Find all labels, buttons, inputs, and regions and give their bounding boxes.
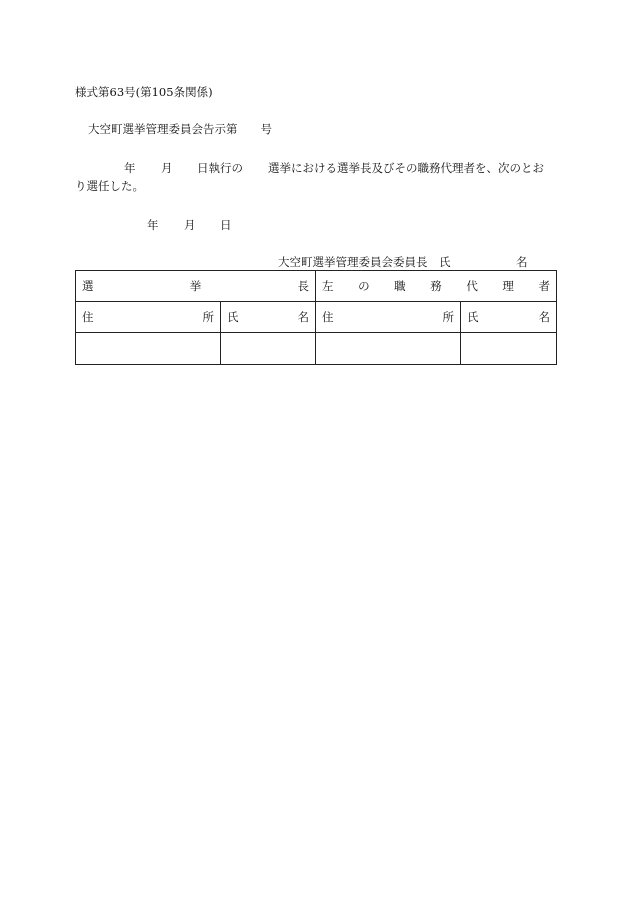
header-right-char: 代 (466, 279, 478, 293)
name-char: 名 (538, 310, 550, 324)
body-year: 年 (124, 161, 136, 175)
header-right-char: 務 (430, 279, 442, 293)
date-day: 日 (220, 218, 232, 232)
name-char: 氏 (227, 310, 239, 324)
body-line1-tail: 選挙における選挙長及びその職務代理者を、次のとお (268, 161, 544, 175)
header-deputy (316, 271, 557, 302)
body-month: 月 (161, 161, 173, 175)
table-header-row (76, 271, 557, 302)
subheader-name-chief (221, 302, 316, 333)
entry-name-deputy (461, 333, 557, 365)
entry-address-deputy (316, 333, 461, 365)
address-char: 住 (322, 310, 334, 324)
signature-title: 大空町選挙管理委員会委員長 氏 (278, 255, 451, 269)
header-right-char: 理 (502, 279, 514, 293)
header-left-char: 長 (297, 279, 309, 293)
subheader-address-chief (76, 302, 221, 333)
entry-address-chief (76, 333, 221, 365)
header-right-char: の (358, 279, 370, 293)
address-char: 住 (82, 310, 94, 324)
date-year: 年 (147, 218, 159, 232)
table-row (76, 333, 557, 365)
subheader-name-deputy (461, 302, 557, 333)
appointment-table (75, 270, 557, 365)
address-char: 所 (202, 310, 214, 324)
body-day-execution: 日執行の (197, 161, 243, 175)
body-line2: り選任した。 (75, 179, 144, 193)
header-right-char: 左 (322, 279, 334, 293)
header-right-char: 者 (538, 279, 550, 293)
name-char: 氏 (467, 310, 479, 324)
table-subheader-row (76, 302, 557, 333)
signature-name-label: 名 (516, 255, 528, 269)
notice-title: 大空町選挙管理委員会告示第 号 (88, 122, 272, 136)
header-right-char: 職 (394, 279, 406, 293)
header-left-char: 選 (82, 279, 94, 293)
header-left-char: 挙 (189, 279, 202, 293)
header-election-chief (76, 271, 316, 302)
subheader-address-deputy (316, 302, 461, 333)
entry-name-chief (221, 333, 316, 365)
date-month: 月 (184, 218, 196, 232)
name-char: 名 (297, 310, 309, 324)
form-number: 様式第63号(第105条関係) (75, 85, 213, 99)
address-char: 所 (442, 310, 454, 324)
